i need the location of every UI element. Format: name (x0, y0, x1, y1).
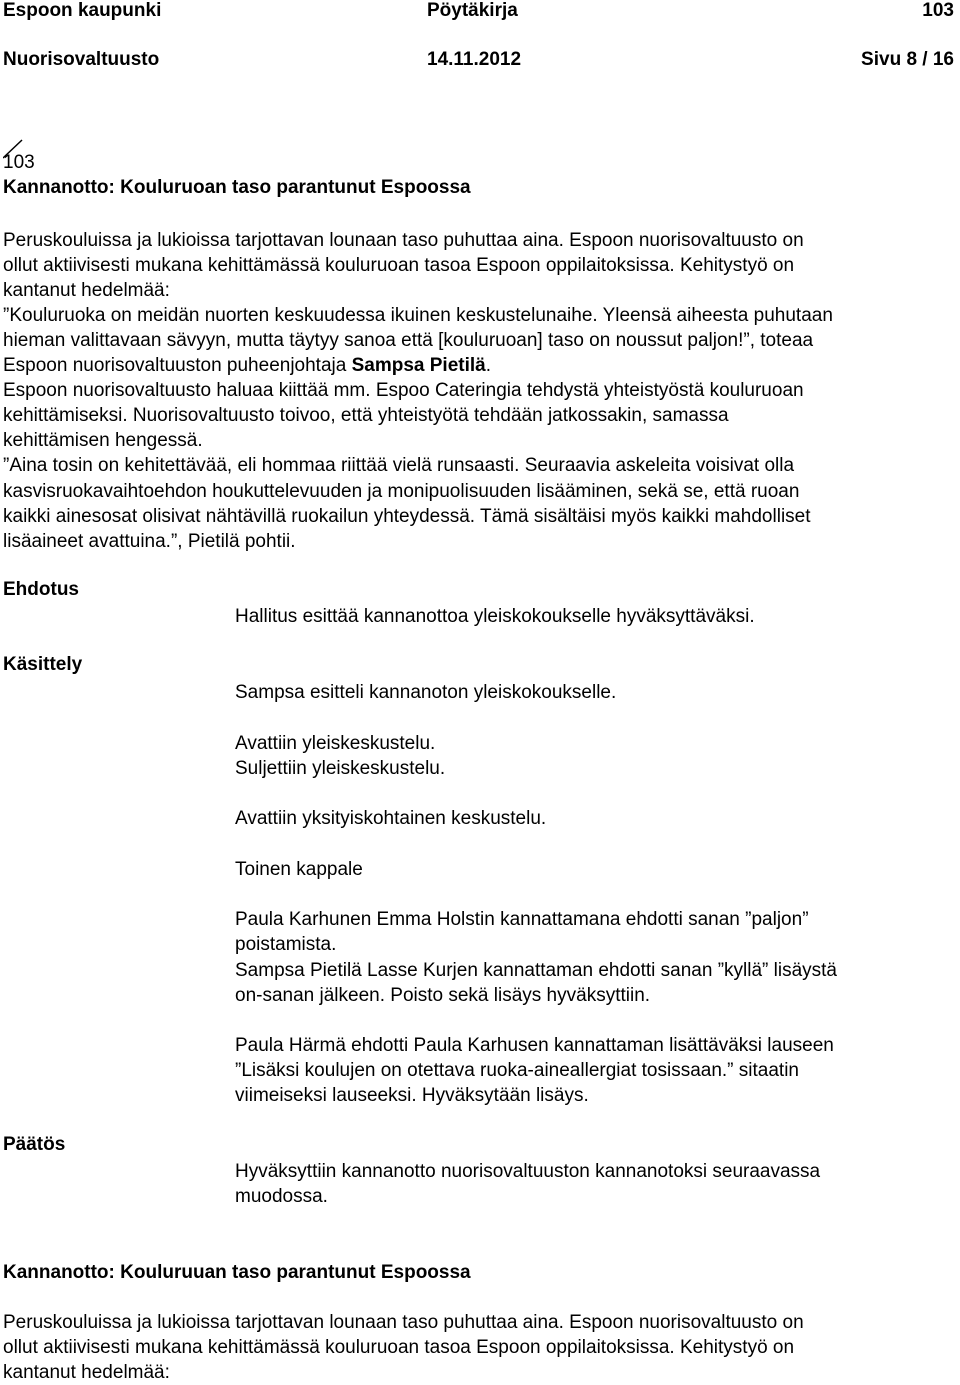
header-doc-type: Pöytäkirja (427, 0, 518, 21)
kasittely-line: Paula Härmä ehdotti Paula Karhusen kannattaman lisättäväksi lauseen (235, 1035, 834, 1056)
body-line: kehittämisen hengessä. (3, 430, 203, 451)
kasittely-line: Sampsa Pietilä Lasse Kurjen kannattaman ehdotti sanan ”kyllä” lisäystä (235, 960, 837, 981)
ehdotus-text: Hallitus esittää kannanottoa yleiskokoukselle hyväksyttäväksi. (235, 606, 755, 627)
body-line: kaikki ainesosat olisivat nähtävillä ruokailun yhteydessä. Tämä sisältäisi myös kaikki mahdolliset (3, 506, 811, 527)
paatos-line: Hyväksyttiin kannanotto nuorisovaltuuston kannanotoksi seuraavassa (235, 1161, 821, 1182)
final-line: Peruskouluissa ja lukioissa tarjottavan lounaan taso puhuttaa aina. Espoon nuorisovaltuusto on (3, 1312, 804, 1333)
kasittely-line: Sampsa esitteli kannanoton yleiskokoukselle. (235, 682, 617, 703)
item-title: Kannanotto: Kouluruoan taso parantunut Espoossa (3, 177, 471, 198)
header-city: Espoon kaupunki (3, 0, 162, 21)
kasittely-line: ”Lisäksi koulujen on otettava ruoka-aineallergiat tosissaan.” sitaatin (235, 1060, 799, 1081)
chair-text: Espoon nuorisovaltuuston puheenjohtaja (3, 355, 352, 376)
kasittely-line: poistamista. (235, 934, 337, 955)
intro-line: hieman valittavaan sävyyn, mutta täytyy sanoa että [kouluruoan] taso on noussut paljon!”, toteaa (3, 330, 814, 351)
paatos-label: Päätös (3, 1134, 66, 1155)
body-line: Espoon nuorisovaltuusto haluaa kiittää mm. Espoo Cateringia tehdystä yhteistyöstä kouluruoan (3, 380, 804, 401)
intro-line: ”Kouluruoka on meidän nuorten keskuudessa ikuinen keskustelunaihe. Yleensä aiheesta puhutaan (3, 305, 833, 326)
intro-line: Peruskouluissa ja lukioissa tarjottavan lounaan taso puhuttaa aina. Espoon nuorisovaltuusto on (3, 230, 804, 251)
kasittely-line: on-sanan jälkeen. Poisto sekä lisäys hyväksyttiin. (235, 985, 651, 1006)
kasittely-line: Suljettiin yleiskeskustelu. (235, 758, 446, 779)
item-number: 103 (3, 152, 35, 173)
header-date: 14.11.2012 (427, 49, 522, 70)
final-title: Kannanotto: Kouluruuan taso parantunut Espoossa (3, 1262, 471, 1283)
header-body: Nuorisovaltuusto (3, 49, 160, 70)
body-line: lisäaineet avattuina.”, Pietilä pohtii. (3, 531, 296, 552)
ehdotus-label: Ehdotus (3, 579, 79, 600)
kasittely-label: Käsittely (3, 654, 83, 675)
body-line: ”Aina tosin on kehitettävää, eli hommaa riittää vielä runsaasti. Seuraavia askeleita voisivat olla (3, 455, 795, 476)
intro-line: kantanut hedelmää: (3, 280, 170, 301)
kasittely-line: Paula Karhunen Emma Holstin kannattamana ehdotti sanan ”paljon” (235, 909, 809, 930)
final-line: ollut aktiivisesti mukana kehittämässä kouluruoan tasoa Espoon oppilaitoksissa. Kehitystyö on (3, 1337, 795, 1358)
chair-line (3, 353, 491, 378)
body-line: kehittämiseksi. Nuorisovaltuusto toivoo, että yhteistyötä tehdään jatkossakin, samassa (3, 405, 729, 426)
intro-line: ollut aktiivisesti mukana kehittämässä kouluruoan tasoa Espoon oppilaitoksissa. Kehitystyö on (3, 255, 795, 276)
header-page: Sivu 8 / 16 (861, 49, 954, 70)
body-line: kasvisruokavaihtoehdon houkuttelevuuden ja monipuolisuuden lisääminen, sekä se, että ruoan (3, 481, 800, 502)
kasittely-line: Avattiin yksityiskohtainen keskustelu. (235, 808, 547, 829)
kasittely-line: viimeiseksi lauseeksi. Hyväksytään lisäys. (235, 1085, 589, 1106)
final-line: kantanut hedelmää: (3, 1362, 170, 1383)
kasittely-line: Toinen kappale (235, 859, 363, 880)
header-number: 103 (922, 0, 954, 21)
chair-name: Sampsa Pietilä (351, 355, 486, 376)
chair-text-end: . (485, 355, 492, 376)
paatos-line: muodossa. (235, 1186, 328, 1207)
kasittely-line: Avattiin yleiskeskustelu. (235, 733, 436, 754)
